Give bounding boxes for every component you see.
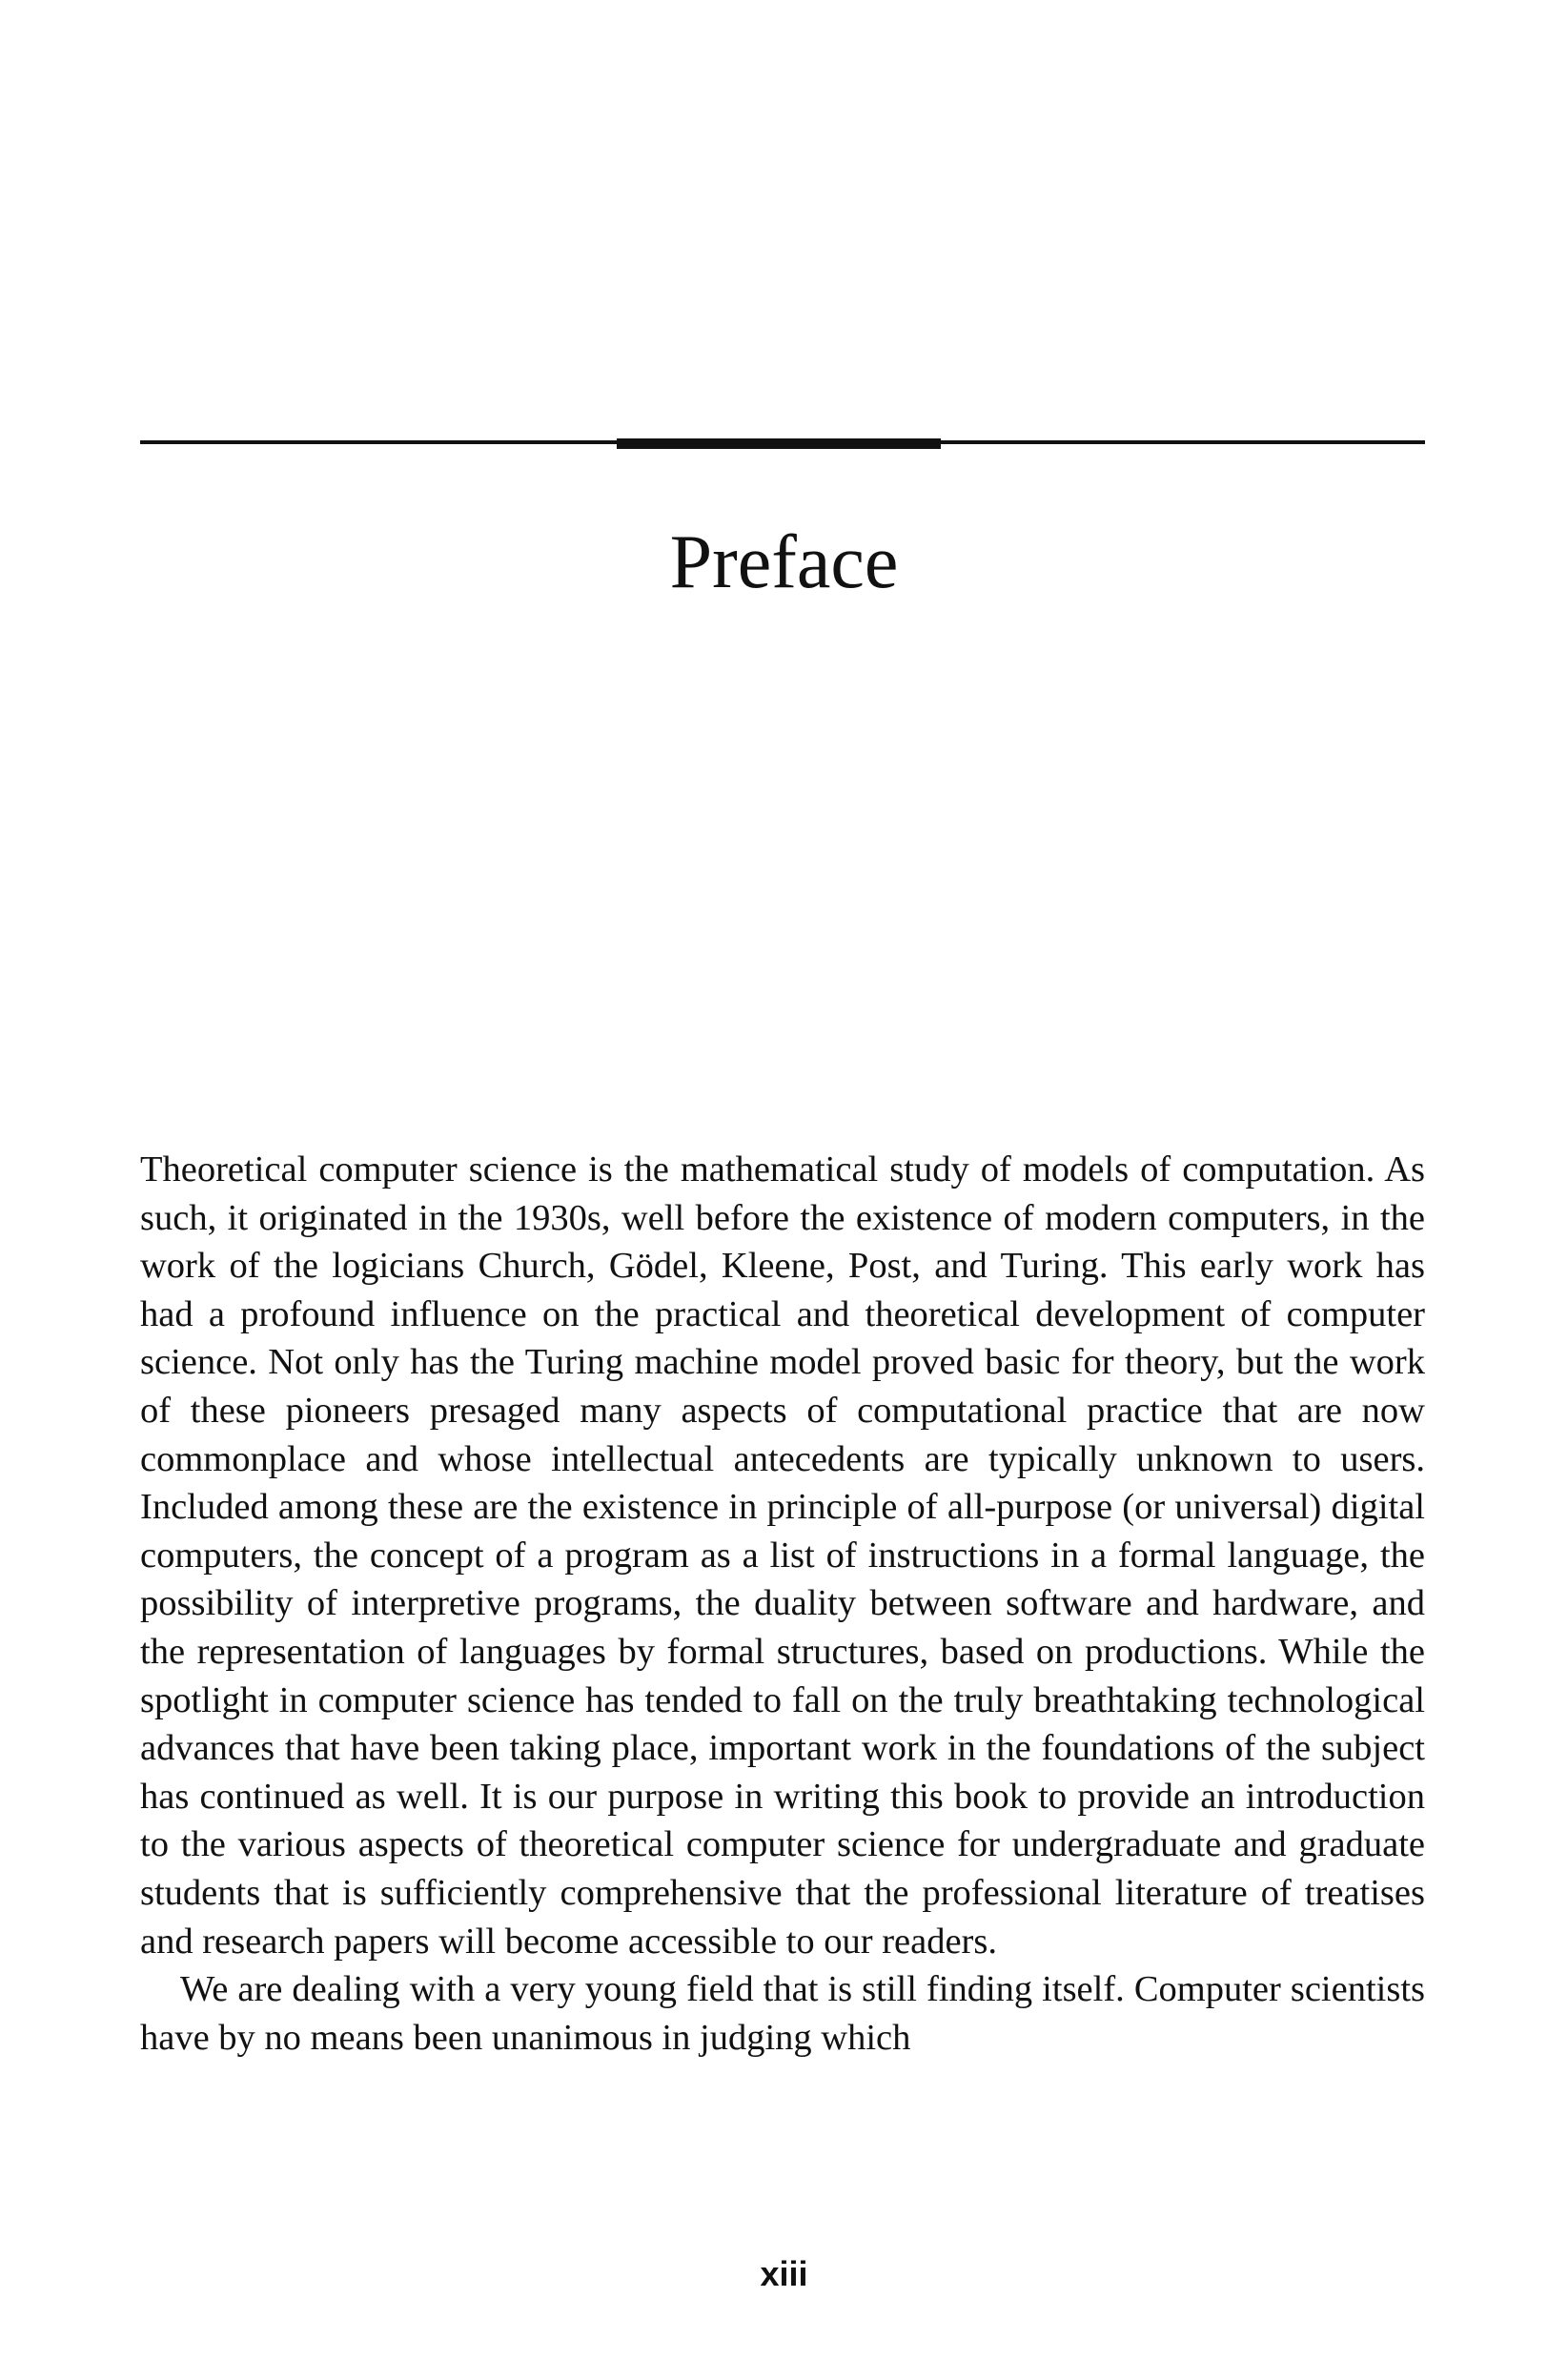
header-rule-accent bbox=[617, 438, 941, 449]
page-number: xiii bbox=[760, 2254, 808, 2293]
page-title: Preface bbox=[669, 520, 899, 604]
paragraph-1: Theoretical computer science is the mathematical study of models of computation. As such, it originated in the 1930s, well before the existence of modern computers, in the work of the logicians Church, Gödel, Kleene, Post, and Turing. This early work has had a profound influence on the practical and theoretical development of computer science. Not only has the Turing machine model proved basic for theory, but the work of these pioneers presaged many aspects of computational practice that are now commonplace and whose intellectual antecedents are typically unknown to users. Included among these are the existence in principle of all-purpose (or universal) digital computers, the concept of a program as a list of instructions in a formal language, the possibility of interpretive programs, the duality between software and hardware, and the representation of languages by formal structures, based on productions. While the spotlight in computer science has tended to fall on the truly breathtaking technological advances that have been taking place, important work in the foundations of the subject has continued as well. It is our purpose in writing this book to provide an introduction to the various aspects of theoretical computer science for undergraduate and graduate students that is sufficiently comprehensive that the professional literature of treatises and research papers will become accessible to our readers. bbox=[140, 1149, 1425, 1962]
paragraph-2: We are dealing with a very young field that is still finding itself. Computer scientists have by no means been unanimous in judging which bbox=[140, 1969, 1425, 2058]
preface-body bbox=[140, 1146, 1425, 2062]
